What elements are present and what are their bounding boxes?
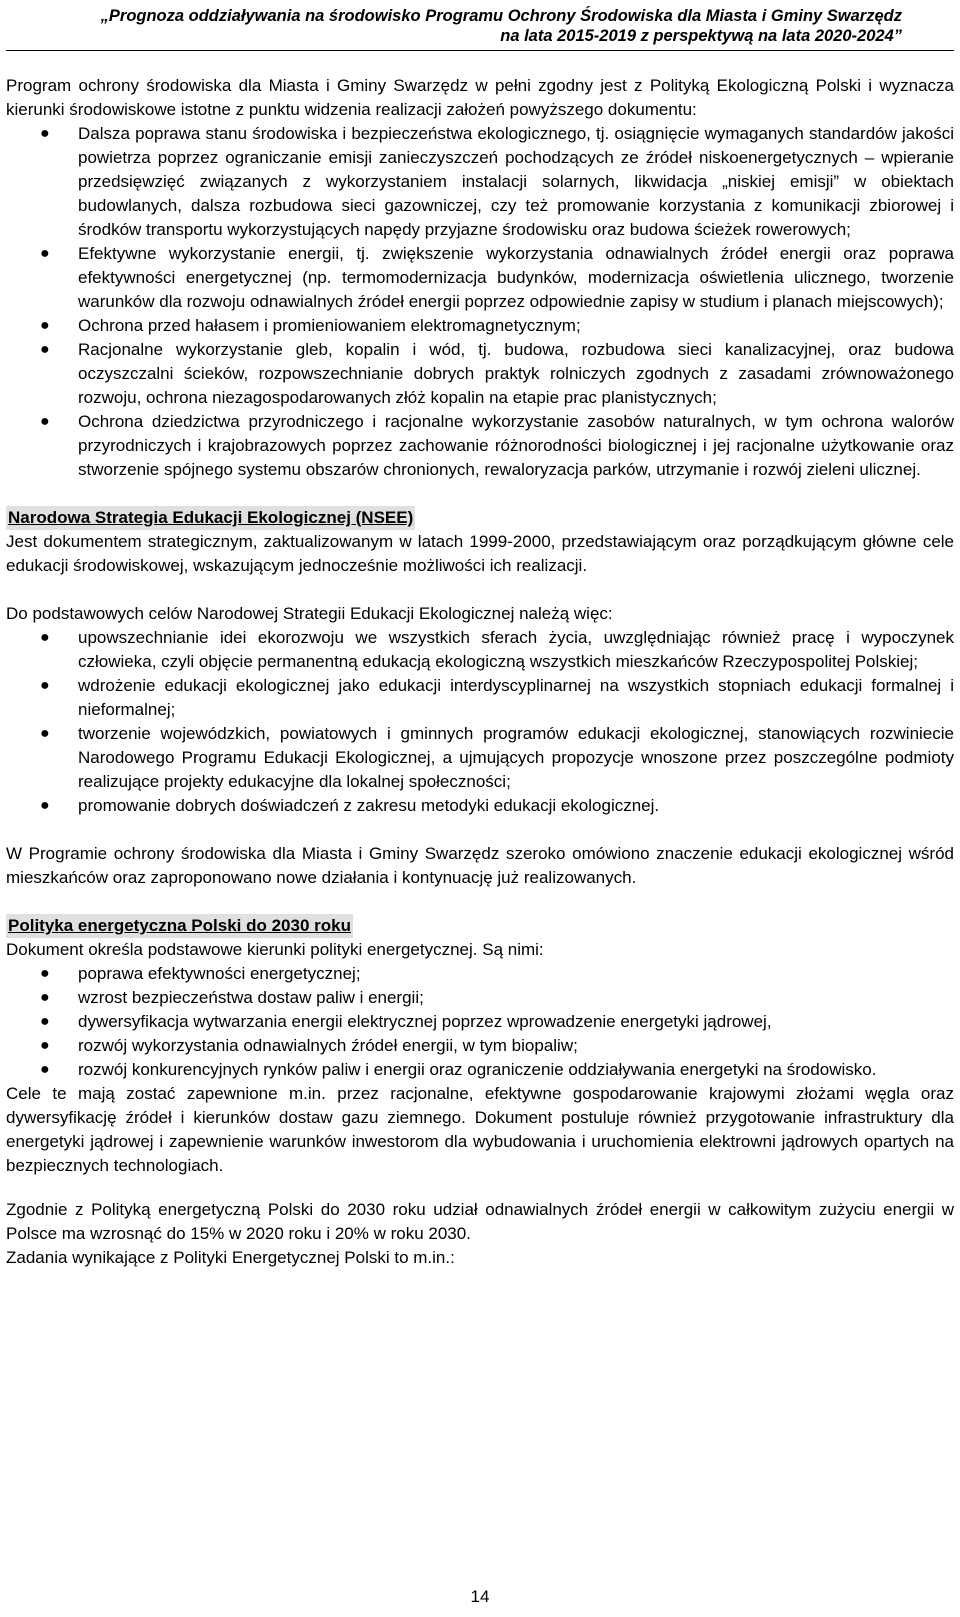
list-item: ● Ochrona przed hałasem i promieniowaniem elektromagnetycznym; xyxy=(6,314,954,338)
bullet-icon: ● xyxy=(40,341,50,358)
bullet-icon: ● xyxy=(40,245,50,262)
bullet-icon: ● xyxy=(40,317,50,334)
list-item: ● dywersyfikacja wytwarzania energii elektrycznej poprzez wprowadzenie energetyki jądrowej, xyxy=(6,1010,954,1034)
nsee-goals-intro: Do podstawowych celów Narodowej Strategii Edukacji Ekologicznej należą więc: xyxy=(6,604,613,623)
nsee-heading: Narodowa Strategia Edukacji Ekologicznej (NSEE) xyxy=(6,506,415,530)
list-item: ● rozwój konkurencyjnych rynków paliw i energii oraz ograniczenie oddziaływania energetyki na środowisko. xyxy=(6,1058,954,1082)
list-item: ● wzrost bezpieczeństwa dostaw paliw i energii; xyxy=(6,986,954,1010)
page-content xyxy=(6,74,954,1270)
bullet-icon: ● xyxy=(40,677,50,694)
page-number: 14 xyxy=(470,1587,490,1606)
energy-policy-heading: Polityka energetyczna Polski do 2030 roku xyxy=(6,914,353,938)
bullet-icon: ● xyxy=(40,629,50,646)
bullet-icon: ● xyxy=(40,989,50,1006)
nsee-closing-paragraph: W Programie ochrony środowiska dla Miasta i Gminy Swarzędz szeroko omówiono znaczenie edukacji ekologicznej wśród mieszkańców oraz zaproponowano nowe działania i kontynuację już realizowanych. xyxy=(6,844,954,887)
bullet-icon: ● xyxy=(40,797,50,814)
energy-policy-intro: Dokument określa podstawowe kierunki polityki energetycznej. Są nimi: xyxy=(6,940,544,959)
header-line-1: „Prognoza oddziaływania na środowisko Programu Ochrony Środowiska dla Miasta i Gminy Swarzędz xyxy=(100,7,902,25)
list-item: ● Ochrona dziedzictwa przyrodniczego i racjonalne wykorzystanie zasobów naturalnych, w tym ochrona walorów przyrodniczych i krajobrazowych poprzez zachowanie różnorodności biologicznej i jej racjonalne użytkowanie oraz stworzenie spójnego systemu obszarów chronionych, rewaloryzacja parków, utrzymanie i rozwój zieleni ulicznej. xyxy=(40,412,954,479)
nsee-paragraph: Jest dokumentem strategicznym, zaktualizowanym w latach 1999-2000, przedstawiającym oraz porządkującym główne cele edukacji środowiskowej, wskazującym jednocześnie możliwości ich realizacji. xyxy=(6,532,954,575)
policy-directions-list xyxy=(6,122,954,482)
bullet-icon: ● xyxy=(40,965,50,982)
list-item: ● upowszechnianie idei ekorozwoju we wszystkich sferach życia, uwzględniając również pracę i wypoczynek człowieka, czyli objęcie permanentną edukacją ekologiczną wszystkich mieszkańców Rzeczypospolitej Polskiej; xyxy=(40,628,954,671)
list-item: ● poprawa efektywności energetycznej; xyxy=(6,962,954,986)
nsee-goals-list xyxy=(6,626,954,818)
list-item: ● Racjonalne wykorzystanie gleb, kopalin i wód, tj. budowa, rozbudowa sieci kanalizacyjnej, oraz budowa oczyszczalni ścieków, rozpowszechnianie dobrych praktyk rolniczych zgodnych z zasadami zrównoważonego rozwoju, ochrona niezagospodarowanych złóż kopalin na etapie prac planistycznych; xyxy=(40,340,954,407)
bullet-icon: ● xyxy=(40,725,50,742)
list-item: ● promowanie dobrych doświadczeń z zakresu metodyki edukacji ekologicznej. xyxy=(6,794,954,818)
intro-paragraph: Program ochrony środowiska dla Miasta i Gminy Swarzędz w pełni zgodny jest z Polityką Ekologiczną Polski i wyznacza kierunki środowiskowe istotne z punktu widzenia realizacji założeń powyższego dokumentu: xyxy=(6,76,954,119)
list-item: ● tworzenie wojewódzkich, powiatowych i gminnych programów edukacji ekologicznej, stanowiących rozwiniecie Narodowego Programu Edukacji Ekologicznej, a ujmujących propozycje wnoszone przez poszczególne podmioty realizujące projekty edukacyjne dla lokalnej społeczności; xyxy=(40,724,954,791)
bullet-icon: ● xyxy=(40,1037,50,1054)
bullet-icon: ● xyxy=(40,1061,50,1078)
energy-paragraph-1: Cele te mają zostać zapewnione m.in. przez racjonalne, efektywne gospodarowanie krajowymi złożami węgla oraz dywersyfikację źródeł i kierunków dostaw gazu ziemnego. Dokument postuluje również przygotowanie infrastruktury dla energetyki jądrowej i zapewnienie warunków inwestorom dla wybudowania i uruchomienia elektrowni jądrowych opartych na bezpiecznych technologiach. xyxy=(6,1084,954,1175)
running-header xyxy=(22,6,902,46)
energy-directions-list xyxy=(6,962,954,1082)
header-divider xyxy=(6,50,954,51)
list-item: ● Dalsza poprawa stanu środowiska i bezpieczeństwa ekologicznego, tj. osiągnięcie wymaganych standardów jakości powietrza poprzez ograniczanie emisji zanieczyszczeń pochodzących ze źródeł niskoenergetycznych – wpieranie przedsięwzięć związanych z wykorzystaniem instalacji solarnych, likwidacja „niskiej emisji” w obiektach budowlanych, dalsza rozbudowa sieci gazowniczej, czy też promowanie korzystania z komunikacji zbiorowej i środków transportu wykorzystujących napędy przyjazne środowisku oraz budowa ścieżek rowerowych; xyxy=(40,124,954,239)
bullet-icon: ● xyxy=(40,125,50,142)
energy-paragraph-2: Zgodnie z Polityką energetyczną Polski do 2030 roku udział odnawialnych źródeł energii w całkowitym zużyciu energii w Polsce ma wzrosnąć do 15% w 2020 roku i 20% w roku 2030. xyxy=(6,1200,954,1243)
bullet-icon: ● xyxy=(40,413,50,430)
list-item: ● Efektywne wykorzystanie energii, tj. zwiększenie wykorzystania odnawialnych źródeł energii oraz poprawa efektywności energetycznej (np. termomodernizacja budynków, modernizacja oświetlenia ulicznego, tworzenie warunków dla rozwoju odnawialnych źródeł energii poprzez odpowiednie zapisy w studium i planach miejscowych); xyxy=(40,244,954,311)
list-item: ● wdrożenie edukacji ekologicznej jako edukacji interdyscyplinarnej na wszystkich stopniach edukacji formalnej i nieformalnej; xyxy=(40,676,954,719)
energy-paragraph-3: Zadania wynikające z Polityki Energetycznej Polski to m.in.: xyxy=(6,1248,455,1267)
header-line-2: na lata 2015-2019 z perspektywą na lata 2020-2024” xyxy=(500,27,902,45)
list-item: ● rozwój wykorzystania odnawialnych źródeł energii, w tym biopaliw; xyxy=(6,1034,954,1058)
bullet-icon: ● xyxy=(40,1013,50,1030)
